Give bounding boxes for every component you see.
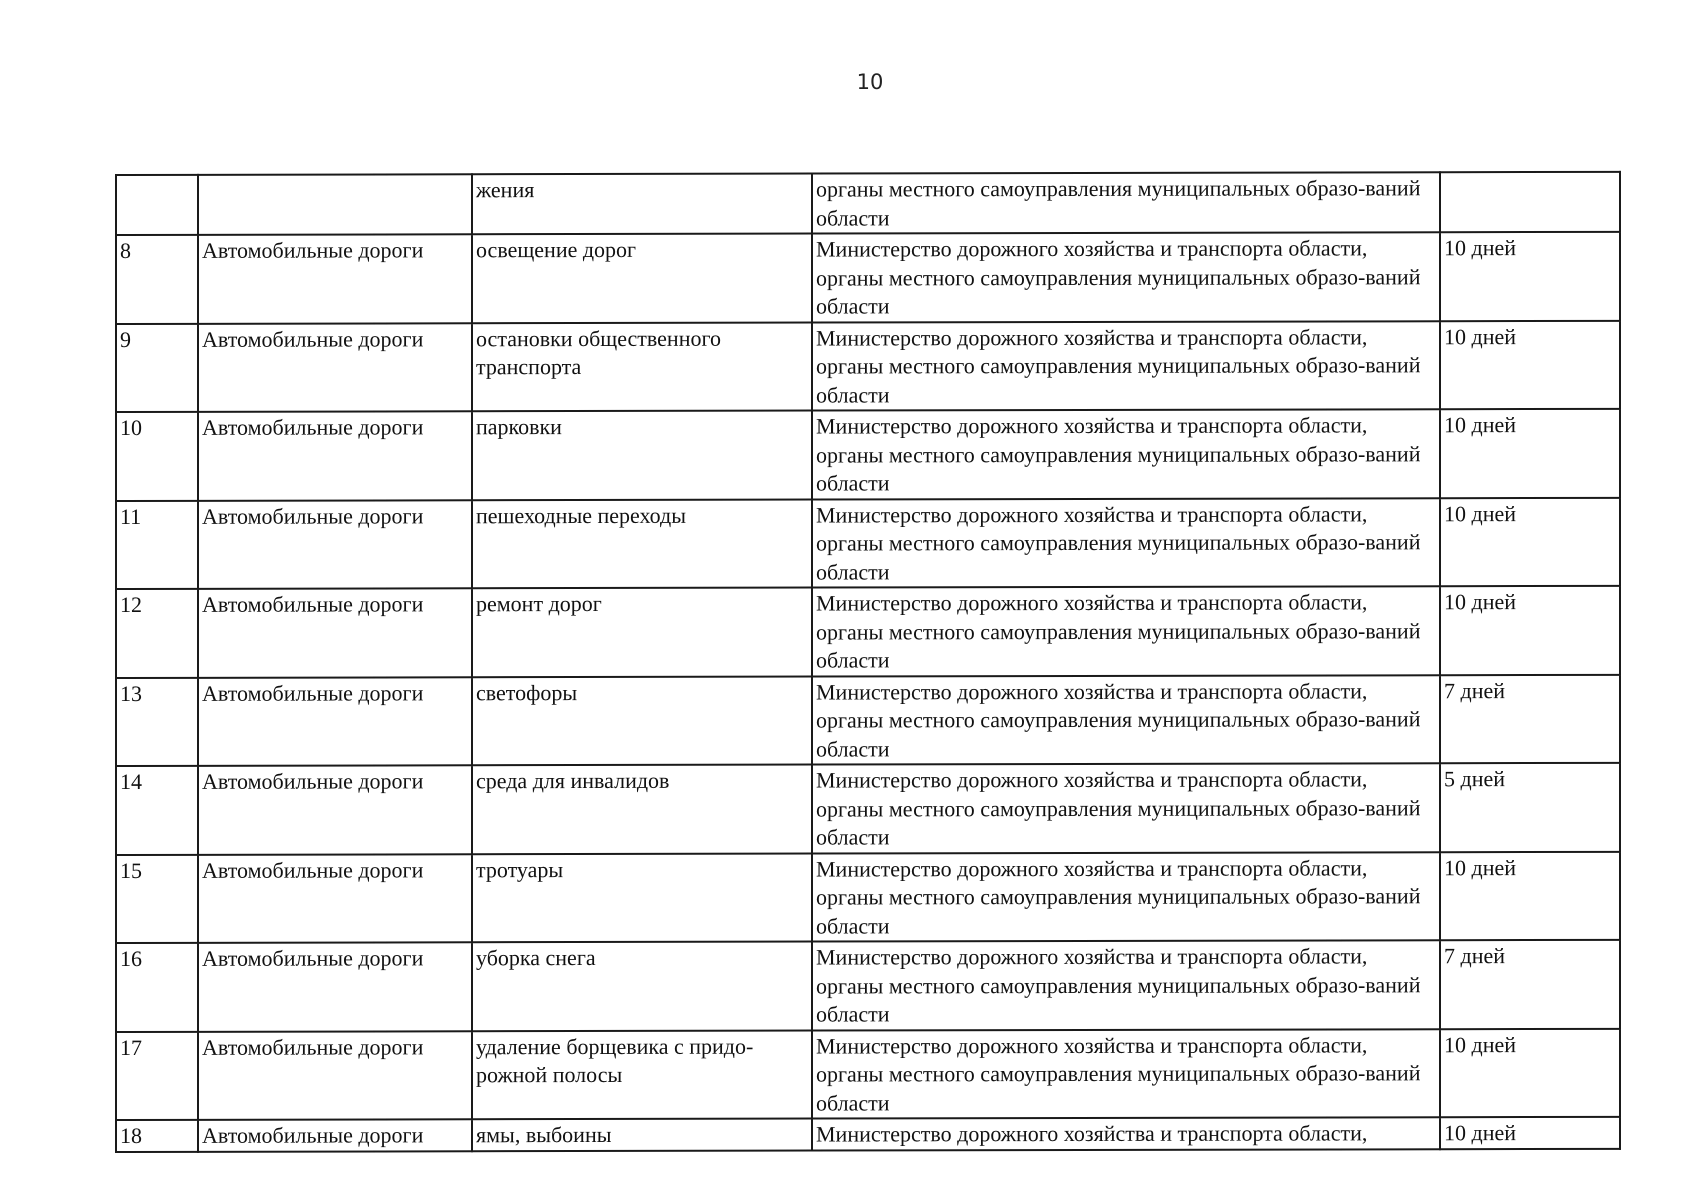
- cell-category: Автомобильные дороги: [198, 1119, 472, 1151]
- cell-term: 7 дней: [1440, 940, 1620, 1029]
- cell-num: 17: [116, 1031, 198, 1120]
- cell-category: Автомобильные дороги: [198, 765, 472, 854]
- cell-organization: Министерство дорожного хозяйства и транспорта области, органы местного самоуправления муниципальных образо-ваний области: [812, 675, 1440, 765]
- cell-category: [198, 174, 472, 235]
- cell-subcategory: среда для инвалидов: [472, 765, 812, 854]
- cell-organization: Министерство дорожного хозяйства и транспорта области, органы местного самоуправления муниципальных образо-ваний области: [812, 763, 1440, 853]
- cell-term: 10 дней: [1440, 409, 1620, 498]
- cell-organization: Министерство дорожного хозяйства и транспорта области, органы местного самоуправления муниципальных образо-ваний области: [812, 1029, 1440, 1119]
- cell-organization: Министерство дорожного хозяйства и транспорта области, органы местного самоуправления муниципальных образо-ваний области: [812, 852, 1440, 942]
- cell-subcategory: пешеходные переходы: [472, 499, 812, 588]
- cell-num: 14: [116, 766, 198, 855]
- cell-category: Автомобильные дороги: [198, 234, 472, 323]
- cell-num: 13: [116, 677, 198, 766]
- cell-term: 5 дней: [1440, 763, 1620, 852]
- cell-category: Автомобильные дороги: [198, 942, 472, 1031]
- cell-num: 16: [116, 943, 198, 1032]
- cell-organization: Министерство дорожного хозяйства и транспорта области, органы местного самоуправления муниципальных образо-ваний области: [812, 498, 1440, 588]
- cell-num: 12: [116, 589, 198, 678]
- cell-term: 7 дней: [1440, 674, 1620, 763]
- cell-category: Автомобильные дороги: [198, 854, 472, 943]
- cell-subcategory: освещение дорог: [472, 234, 812, 323]
- cell-category: Автомобильные дороги: [198, 500, 472, 589]
- cell-subcategory: ямы, выбоины: [472, 1119, 812, 1151]
- cell-term: 10 дней: [1440, 586, 1620, 675]
- table-row: [116, 232, 1620, 324]
- cell-organization: Министерство дорожного хозяйства и транспорта области, органы местного самоуправления муниципальных образо-ваний области: [812, 321, 1440, 411]
- cell-category: Автомобильные дороги: [198, 1031, 472, 1120]
- table-row: [116, 763, 1620, 855]
- table-row: [116, 409, 1620, 501]
- cell-subcategory: светофоры: [472, 676, 812, 765]
- table-row-continued: [116, 172, 1620, 235]
- cell-num: [116, 175, 198, 235]
- cell-num: 15: [116, 854, 198, 943]
- cell-organization: Министерство дорожного хозяйства и транспорта области,: [812, 1117, 1440, 1150]
- table-row: [116, 320, 1620, 412]
- table-row: [116, 586, 1620, 678]
- table-row: [116, 674, 1620, 766]
- cell-subcategory: жения: [472, 174, 812, 235]
- cell-term: 10 дней: [1440, 232, 1620, 321]
- cell-num: 8: [116, 235, 198, 324]
- cell-num: 9: [116, 323, 198, 412]
- table-row: [116, 1117, 1620, 1152]
- cell-organization: Министерство дорожного хозяйства и транспорта области, органы местного самоуправления муниципальных образо-ваний области: [812, 409, 1440, 499]
- cell-term: 10 дней: [1440, 1028, 1620, 1117]
- cell-term: 10 дней: [1440, 497, 1620, 586]
- table-row: [116, 497, 1620, 589]
- cell-organization: Министерство дорожного хозяйства и транспорта области, органы местного самоуправления муниципальных образо-ваний области: [812, 940, 1440, 1030]
- cell-category: Автомобильные дороги: [198, 323, 472, 412]
- cell-subcategory: удаление борщевика с придо-рожной полосы: [472, 1030, 812, 1119]
- cell-organization: Министерство дорожного хозяйства и транспорта области, органы местного самоуправления муниципальных образо-ваний области: [812, 586, 1440, 676]
- table-row: [116, 1028, 1620, 1120]
- cell-subcategory: остановки общественного транспорта: [472, 322, 812, 411]
- cell-subcategory: парковки: [472, 411, 812, 500]
- cell-num: 10: [116, 412, 198, 501]
- cell-category: Автомобильные дороги: [198, 588, 472, 677]
- cell-num: 11: [116, 500, 198, 589]
- cell-subcategory: ремонт дорог: [472, 588, 812, 677]
- cell-organization: Министерство дорожного хозяйства и транспорта области, органы местного самоуправления муниципальных образо-ваний области: [812, 232, 1440, 322]
- services-table: [115, 171, 1621, 1153]
- cell-subcategory: уборка снега: [472, 942, 812, 1031]
- cell-term: [1440, 172, 1620, 232]
- cell-num: 18: [116, 1120, 198, 1152]
- page-number: 10: [856, 70, 884, 94]
- table-row: [116, 851, 1620, 943]
- cell-term: 10 дней: [1440, 1117, 1620, 1149]
- cell-category: Автомобильные дороги: [198, 411, 472, 500]
- cell-term: 10 дней: [1440, 851, 1620, 940]
- cell-subcategory: тротуары: [472, 853, 812, 942]
- cell-organization: органы местного самоуправления муниципальных образо-ваний области: [812, 172, 1440, 233]
- cell-category: Автомобильные дороги: [198, 677, 472, 766]
- table-row: [116, 940, 1620, 1032]
- cell-term: 10 дней: [1440, 320, 1620, 409]
